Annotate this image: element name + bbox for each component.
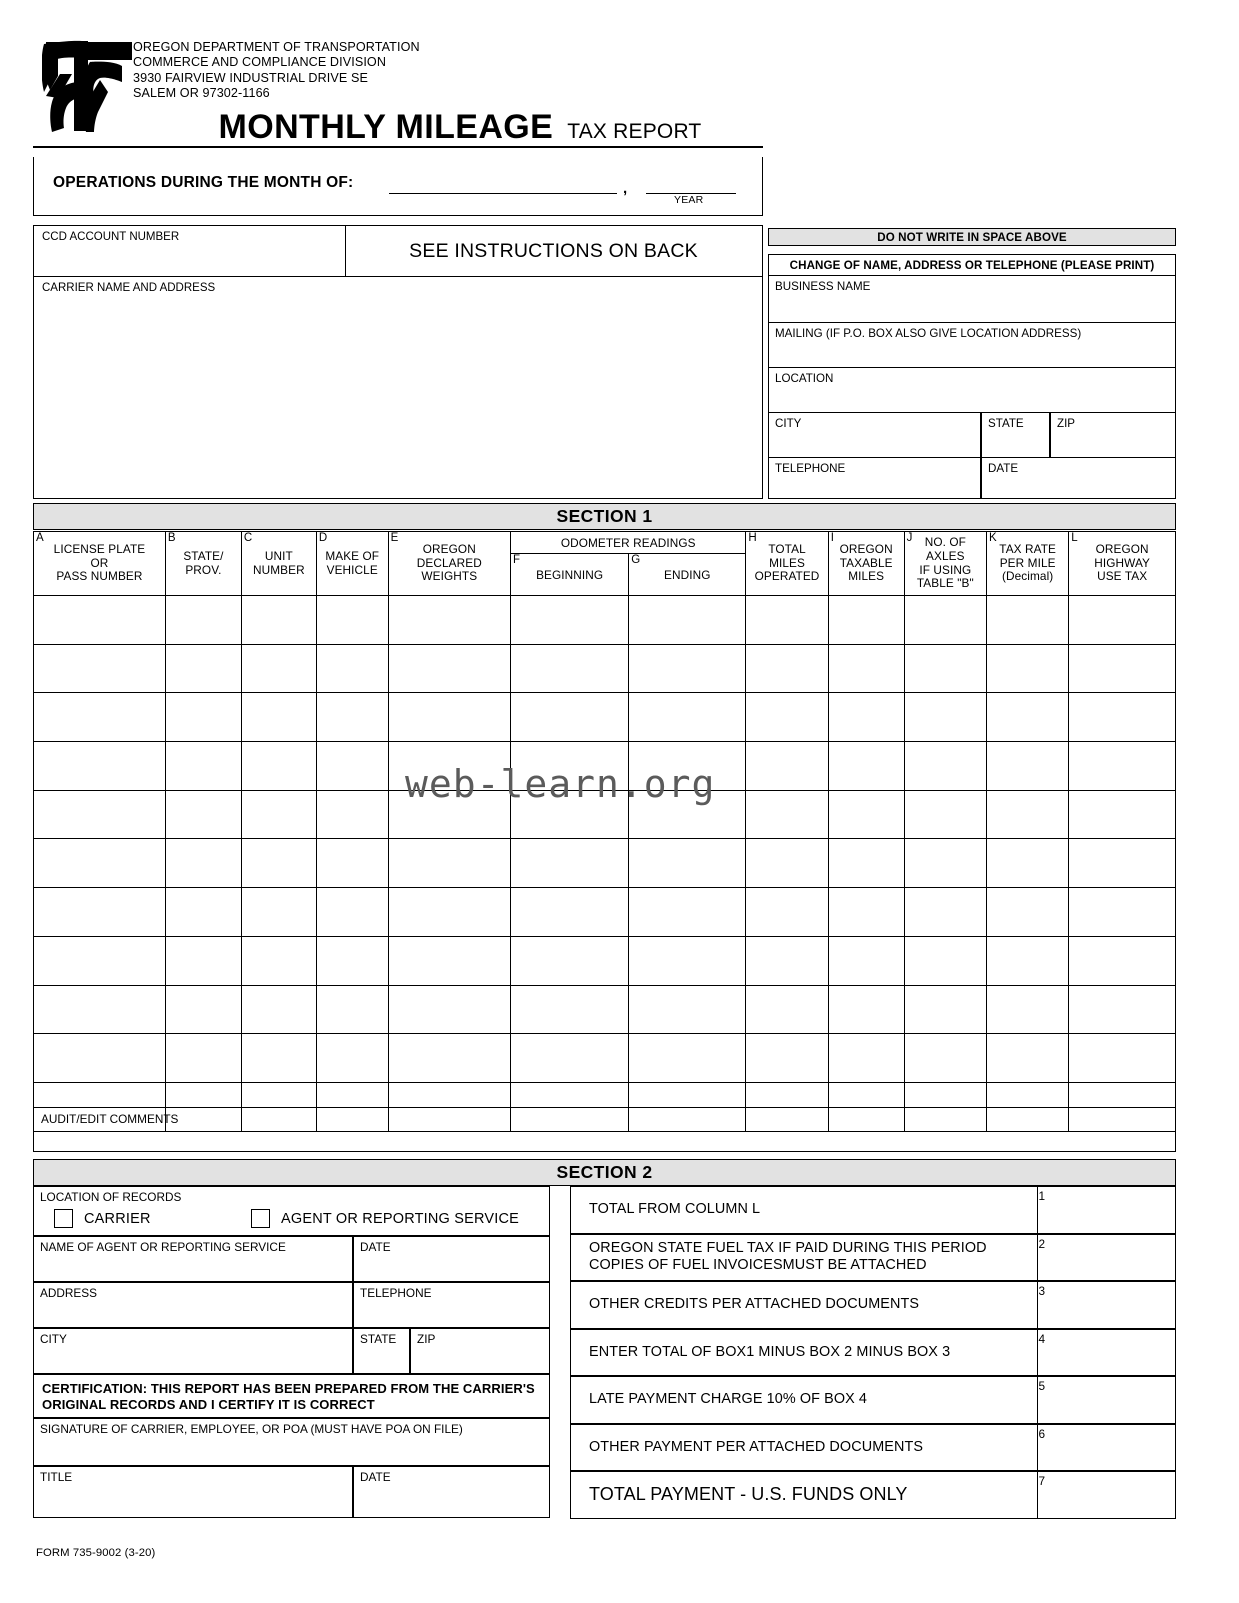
table-cell[interactable] [34, 644, 166, 693]
payment-row-description: ENTER TOTAL OF BOX1 MINUS BOX 2 MINUS BOX 3 [589, 1343, 951, 1360]
col-header-no-of-axles [904, 532, 986, 596]
table-cell[interactable] [388, 790, 510, 839]
table-cell[interactable] [316, 839, 388, 888]
table-cell[interactable] [316, 742, 388, 791]
payment-row-description: OTHER PAYMENT PER ATTACHED DOCUMENTS [589, 1438, 924, 1455]
table-cell[interactable] [241, 596, 316, 645]
ccd-account-label: CCD ACCOUNT NUMBER [42, 231, 180, 243]
city-field[interactable] [768, 413, 981, 458]
agent-city-label: CITY [40, 1332, 67, 1346]
table-cell[interactable] [316, 936, 388, 985]
table-cell[interactable] [241, 790, 316, 839]
audit-edit-comments-label: AUDIT/EDIT COMMENTS [41, 1112, 179, 1126]
payment-row [570, 1329, 1176, 1377]
agency-line-1: OREGON DEPARTMENT OF TRANSPORTATION [133, 40, 420, 54]
change-date-label: DATE [988, 462, 1019, 475]
payment-row-number: 3 [1038, 1284, 1045, 1298]
table-cell[interactable] [986, 1034, 1068, 1083]
col-label-highway-use-tax: OREGON HIGHWAY USE TAX [1094, 542, 1151, 584]
table-cell[interactable] [241, 888, 316, 937]
table-cell[interactable] [34, 790, 166, 839]
table-cell[interactable] [904, 693, 986, 742]
agent-telephone-field[interactable] [353, 1282, 550, 1328]
table-cell[interactable] [1069, 888, 1176, 937]
table-row [34, 742, 1176, 791]
table-cell[interactable] [316, 596, 388, 645]
table-cell[interactable] [165, 644, 241, 693]
payment-row-description: OREGON STATE FUEL TAX IF PAID DURING THIS PERIOD COPIES OF FUEL INVOICESMUST BE ATTACHED [589, 1239, 987, 1274]
table-cell[interactable] [165, 985, 241, 1034]
agent-name-label: NAME OF AGENT OR REPORTING SERVICE [40, 1240, 286, 1254]
watermark: web-learn.org [405, 762, 716, 806]
table-row [34, 693, 1176, 742]
table-cell[interactable] [34, 839, 166, 888]
table-cell[interactable] [388, 936, 510, 985]
table-cell[interactable] [511, 839, 629, 888]
col-label-state-prov: STATE/ PROV. [183, 548, 224, 577]
table-cell[interactable] [904, 596, 986, 645]
table-cell[interactable] [904, 644, 986, 693]
signature-field[interactable] [33, 1418, 550, 1466]
carrier-name-address-label: CARRIER NAME AND ADDRESS [42, 282, 216, 294]
table-cell[interactable] [904, 742, 986, 791]
col-letter-h: H [748, 532, 757, 544]
table-cell[interactable] [1069, 839, 1176, 888]
table-cell[interactable] [828, 985, 904, 1034]
signer-title-field[interactable] [33, 1466, 353, 1518]
col-label-declared-weights: OREGON DECLARED WEIGHTS [416, 542, 482, 584]
table-cell[interactable] [986, 888, 1068, 937]
table-cell[interactable] [388, 742, 510, 791]
table-cell[interactable] [629, 839, 746, 888]
change-of-name-header: CHANGE OF NAME, ADDRESS OR TELEPHONE (PLEASE PRINT) [768, 254, 1176, 276]
payment-row-number: 4 [1038, 1331, 1045, 1346]
table-cell[interactable] [388, 888, 510, 937]
agent-city-field[interactable] [33, 1328, 353, 1374]
payment-row-number: 6 [1038, 1426, 1045, 1441]
state-field[interactable] [981, 413, 1050, 458]
table-cell[interactable] [388, 644, 510, 693]
zip-field[interactable] [1050, 413, 1176, 458]
table-cell[interactable] [34, 693, 166, 742]
table-cell[interactable] [986, 936, 1068, 985]
odot-logo-icon [42, 36, 134, 136]
location-of-records-label: LOCATION OF RECORDS [40, 1190, 182, 1204]
payment-row-value[interactable] [1038, 1472, 1175, 1518]
table-cell[interactable] [1069, 596, 1176, 645]
table-cell[interactable] [165, 1034, 241, 1083]
table-row [34, 985, 1176, 1034]
payment-row-description: OTHER CREDITS PER ATTACHED DOCUMENTS [589, 1296, 920, 1312]
table-cell[interactable] [34, 596, 166, 645]
table-cell[interactable] [1069, 936, 1176, 985]
payment-row-value[interactable] [1038, 1187, 1175, 1233]
table-cell[interactable] [986, 596, 1068, 645]
title-sub: TAX REPORT [567, 120, 702, 143]
table-cell[interactable] [904, 985, 986, 1034]
agency-line-2: COMMERCE AND COMPLIANCE DIVISION [133, 55, 387, 70]
agency-address [133, 40, 420, 102]
table-row [34, 888, 1176, 937]
see-instructions-note: SEE INSTRUCTIONS ON BACK [409, 239, 698, 262]
agent-date-label: DATE [360, 1240, 391, 1254]
payment-row [570, 1186, 1176, 1234]
table-cell[interactable] [986, 644, 1068, 693]
payment-row-number: 7 [1038, 1474, 1045, 1488]
mileage-table [33, 531, 1176, 1132]
table-cell[interactable] [388, 693, 510, 742]
agent-checkbox[interactable] [251, 1209, 270, 1228]
payment-row-value[interactable] [1038, 1235, 1175, 1281]
zip-label: ZIP [1057, 417, 1076, 430]
table-cell[interactable] [241, 839, 316, 888]
table-cell[interactable] [34, 1034, 166, 1083]
table-cell[interactable] [828, 693, 904, 742]
agent-checkbox-label: AGENT OR REPORTING SERVICE [281, 1211, 520, 1227]
table-cell[interactable] [828, 888, 904, 937]
mileage-table-body [34, 596, 1176, 1132]
table-cell[interactable] [316, 985, 388, 1034]
table-cell[interactable] [241, 644, 316, 693]
payment-row-number: 1 [1038, 1189, 1045, 1203]
state-label: STATE [988, 417, 1024, 430]
change-date-field[interactable] [981, 458, 1176, 499]
table-row [34, 936, 1176, 985]
operations-month-box [33, 157, 763, 216]
col-letter-b: B [167, 532, 176, 544]
operations-comma: , [623, 180, 628, 197]
table-cell[interactable] [511, 644, 629, 693]
table-cell[interactable] [904, 1034, 986, 1083]
mailing-address-label: MAILING (IF P.O. BOX ALSO GIVE LOCATION ADDRESS) [775, 327, 1082, 340]
col-letter-j: J [906, 532, 913, 544]
payment-row-number: 5 [1038, 1379, 1045, 1393]
payment-row-value[interactable] [1038, 1330, 1175, 1376]
location-address-field[interactable] [768, 368, 1176, 413]
col-label-license-plate: LICENSE PLATE OR PASS NUMBER [53, 542, 146, 584]
col-letter-g: G [631, 554, 641, 566]
telephone-label: TELEPHONE [775, 462, 846, 475]
certification-statement-box [33, 1374, 550, 1418]
table-cell[interactable] [316, 888, 388, 937]
table-cell[interactable] [629, 1034, 746, 1083]
table-cell[interactable] [1069, 790, 1176, 839]
carrier-name-address-box[interactable] [33, 277, 763, 499]
table-cell[interactable] [746, 644, 828, 693]
payment-row-description: TOTAL FROM COLUMN L [589, 1201, 761, 1217]
section-2-bar: SECTION 2 [33, 1159, 1176, 1186]
table-cell[interactable] [746, 888, 828, 937]
title-main: MONTHLY MILEAGE [218, 108, 554, 146]
location-of-records-box [33, 1186, 550, 1236]
table-cell[interactable] [241, 1034, 316, 1083]
table-row [34, 790, 1176, 839]
audit-edit-comments-box[interactable] [33, 1107, 1176, 1152]
certification-statement: CERTIFICATION: THIS REPORT HAS BEEN PREPARED FROM THE CARRIER'S ORIGINAL RECORDS AND I CERTIFY IT IS CORRECT [42, 1381, 535, 1412]
col-header-state-prov [165, 532, 241, 596]
table-cell[interactable] [828, 936, 904, 985]
table-cell[interactable] [165, 790, 241, 839]
business-name-label: BUSINESS NAME [775, 280, 871, 293]
table-cell[interactable] [986, 742, 1068, 791]
agent-telephone-label: TELEPHONE [360, 1286, 432, 1300]
col-letter-e: E [390, 532, 399, 544]
table-cell[interactable] [511, 936, 629, 985]
table-row [34, 596, 1176, 645]
table-cell[interactable] [986, 985, 1068, 1034]
table-cell[interactable] [511, 985, 629, 1034]
signature-label: SIGNATURE OF CARRIER, EMPLOYEE, OR POA (MUST HAVE POA ON FILE) [40, 1422, 463, 1436]
table-cell[interactable] [241, 693, 316, 742]
table-cell[interactable] [746, 985, 828, 1034]
table-cell[interactable] [986, 693, 1068, 742]
table-cell[interactable] [746, 790, 828, 839]
col-header-license-plate [34, 532, 166, 596]
agency-line-3: 3930 FAIRVIEW INDUSTRIAL DRIVE SE [133, 70, 368, 85]
location-address-label: LOCATION [775, 372, 834, 385]
table-row [34, 1034, 1176, 1083]
table-cell[interactable] [828, 644, 904, 693]
table-cell[interactable] [165, 936, 241, 985]
carrier-checkbox-label: CARRIER [84, 1211, 151, 1227]
table-cell[interactable] [629, 985, 746, 1034]
col-header-tax-rate [986, 532, 1068, 596]
table-cell[interactable] [1069, 985, 1176, 1034]
table-cell[interactable] [629, 790, 746, 839]
table-cell[interactable] [511, 596, 629, 645]
col-label-unit-number: UNIT NUMBER [253, 548, 305, 577]
payment-row-description: LATE PAYMENT CHARGE 10% OF BOX 4 [589, 1391, 868, 1407]
table-cell[interactable] [1069, 644, 1176, 693]
payment-row [570, 1376, 1176, 1424]
col-header-declared-weights [388, 532, 510, 596]
table-cell[interactable] [986, 790, 1068, 839]
table-cell[interactable] [746, 839, 828, 888]
table-cell[interactable] [746, 742, 828, 791]
col-label-no-of-axles: NO. OF AXLES IF USING TABLE "B" [916, 535, 974, 591]
mileage-table-head [34, 532, 1176, 596]
table-cell[interactable] [34, 985, 166, 1034]
table-cell[interactable] [629, 693, 746, 742]
table-cell[interactable] [828, 1034, 904, 1083]
mailing-address-field[interactable] [768, 323, 1176, 368]
table-cell[interactable] [165, 742, 241, 791]
col-header-odometer-beginning [511, 554, 629, 596]
table-cell[interactable] [241, 985, 316, 1034]
city-label: CITY [775, 417, 802, 430]
table-cell[interactable] [828, 596, 904, 645]
table-cell[interactable] [904, 936, 986, 985]
table-cell[interactable] [904, 888, 986, 937]
carrier-checkbox[interactable] [54, 1209, 73, 1228]
table-cell[interactable] [629, 644, 746, 693]
agent-zip-label: ZIP [417, 1332, 436, 1346]
table-cell[interactable] [165, 596, 241, 645]
table-cell[interactable] [1069, 742, 1176, 791]
do-not-write-bar: DO NOT WRITE IN SPACE ABOVE [768, 228, 1176, 246]
telephone-field[interactable] [768, 458, 981, 499]
page-title [150, 108, 770, 150]
col-letter-a: A [36, 532, 44, 544]
col-header-total-miles [746, 532, 828, 596]
operations-month-label: OPERATIONS DURING THE MONTH OF: [53, 174, 354, 191]
col-letter-k: K [988, 532, 997, 544]
table-cell[interactable] [241, 742, 316, 791]
col-letter-i: I [830, 532, 834, 544]
table-cell[interactable] [828, 839, 904, 888]
payment-row [570, 1471, 1176, 1519]
table-cell[interactable] [388, 1034, 510, 1083]
col-header-make-of-vehicle [316, 532, 388, 596]
operations-month-input[interactable] [389, 193, 617, 194]
agent-address-label: ADDRESS [40, 1286, 98, 1300]
table-cell[interactable] [746, 936, 828, 985]
col-letter-d: D [318, 532, 328, 544]
table-cell[interactable] [34, 888, 166, 937]
agency-line-4: SALEM OR 97302-1166 [133, 86, 270, 101]
table-cell[interactable] [511, 742, 629, 791]
payment-row [570, 1424, 1176, 1472]
col-header-odometer-ending [629, 554, 746, 596]
table-cell[interactable] [511, 1034, 629, 1083]
signature-date-label: DATE [360, 1470, 391, 1484]
agent-state-label: STATE [360, 1332, 397, 1346]
table-cell[interactable] [316, 1034, 388, 1083]
payment-row-value[interactable] [1038, 1282, 1175, 1328]
table-cell[interactable] [1069, 693, 1176, 742]
table-cell[interactable] [165, 839, 241, 888]
payment-row-value[interactable] [1038, 1377, 1175, 1423]
col-label-taxable-miles: OREGON TAXABLE MILES [839, 542, 893, 584]
signature-date-field[interactable] [353, 1466, 550, 1518]
table-cell[interactable] [316, 644, 388, 693]
table-cell[interactable] [388, 839, 510, 888]
table-cell[interactable] [1069, 1034, 1176, 1083]
col-header-unit-number [241, 532, 316, 596]
table-cell[interactable] [241, 936, 316, 985]
col-header-highway-use-tax [1069, 532, 1176, 596]
agent-name-field[interactable] [33, 1236, 353, 1282]
agent-address-field[interactable] [33, 1282, 353, 1328]
table-cell[interactable] [34, 936, 166, 985]
form-number: FORM 735-9002 (3-20) [36, 1547, 156, 1559]
table-row [34, 644, 1176, 693]
table-cell[interactable] [904, 790, 986, 839]
signer-title-label: TITLE [40, 1470, 73, 1484]
col-letter-l: L [1071, 532, 1078, 544]
table-cell[interactable] [629, 596, 746, 645]
agent-date-field[interactable] [353, 1236, 550, 1282]
agent-zip-field[interactable] [410, 1328, 550, 1374]
table-cell[interactable] [511, 888, 629, 937]
table-cell[interactable] [629, 936, 746, 985]
table-row [34, 839, 1176, 888]
col-label-odometer-ending: ENDING [664, 567, 711, 582]
col-label-odometer-beginning: BEGINNING [536, 567, 604, 582]
operations-year-label: YEAR [674, 194, 704, 206]
title-divider [33, 146, 763, 148]
col-label-tax-rate: TAX RATE PER MILE (Decimal) [999, 542, 1056, 584]
payment-row-number: 2 [1038, 1236, 1045, 1251]
table-cell[interactable] [511, 790, 629, 839]
agent-state-field[interactable] [353, 1328, 410, 1374]
payment-row [570, 1281, 1176, 1329]
col-label-make-of-vehicle: MAKE OF VEHICLE [325, 548, 380, 577]
table-cell[interactable] [165, 888, 241, 937]
table-cell[interactable] [828, 742, 904, 791]
col-label-total-miles: TOTAL MILES OPERATED [754, 542, 820, 584]
form-header [0, 0, 1239, 222]
table-cell[interactable] [828, 790, 904, 839]
section-1-bar: SECTION 1 [33, 503, 1176, 530]
col-letter-f: F [513, 554, 521, 566]
col-header-odometer-readings: ODOMETER READINGS [511, 532, 746, 554]
table-cell[interactable] [165, 693, 241, 742]
table-cell[interactable] [629, 888, 746, 937]
table-cell[interactable] [388, 985, 510, 1034]
payment-row-description: TOTAL PAYMENT - U.S. FUNDS ONLY [589, 1484, 908, 1504]
payment-row-value[interactable] [1038, 1425, 1175, 1471]
table-cell[interactable] [746, 596, 828, 645]
table-cell[interactable] [629, 742, 746, 791]
table-cell[interactable] [388, 596, 510, 645]
table-cell[interactable] [34, 742, 166, 791]
table-cell[interactable] [316, 693, 388, 742]
payment-row [570, 1234, 1176, 1282]
table-cell[interactable] [746, 693, 828, 742]
col-letter-c: C [243, 532, 253, 544]
table-cell[interactable] [316, 790, 388, 839]
table-cell[interactable] [511, 693, 629, 742]
table-cell[interactable] [746, 1034, 828, 1083]
table-cell[interactable] [904, 839, 986, 888]
col-header-taxable-miles [828, 532, 904, 596]
ccd-account-box [33, 225, 763, 277]
table-cell[interactable] [986, 839, 1068, 888]
business-name-field[interactable] [768, 276, 1176, 323]
